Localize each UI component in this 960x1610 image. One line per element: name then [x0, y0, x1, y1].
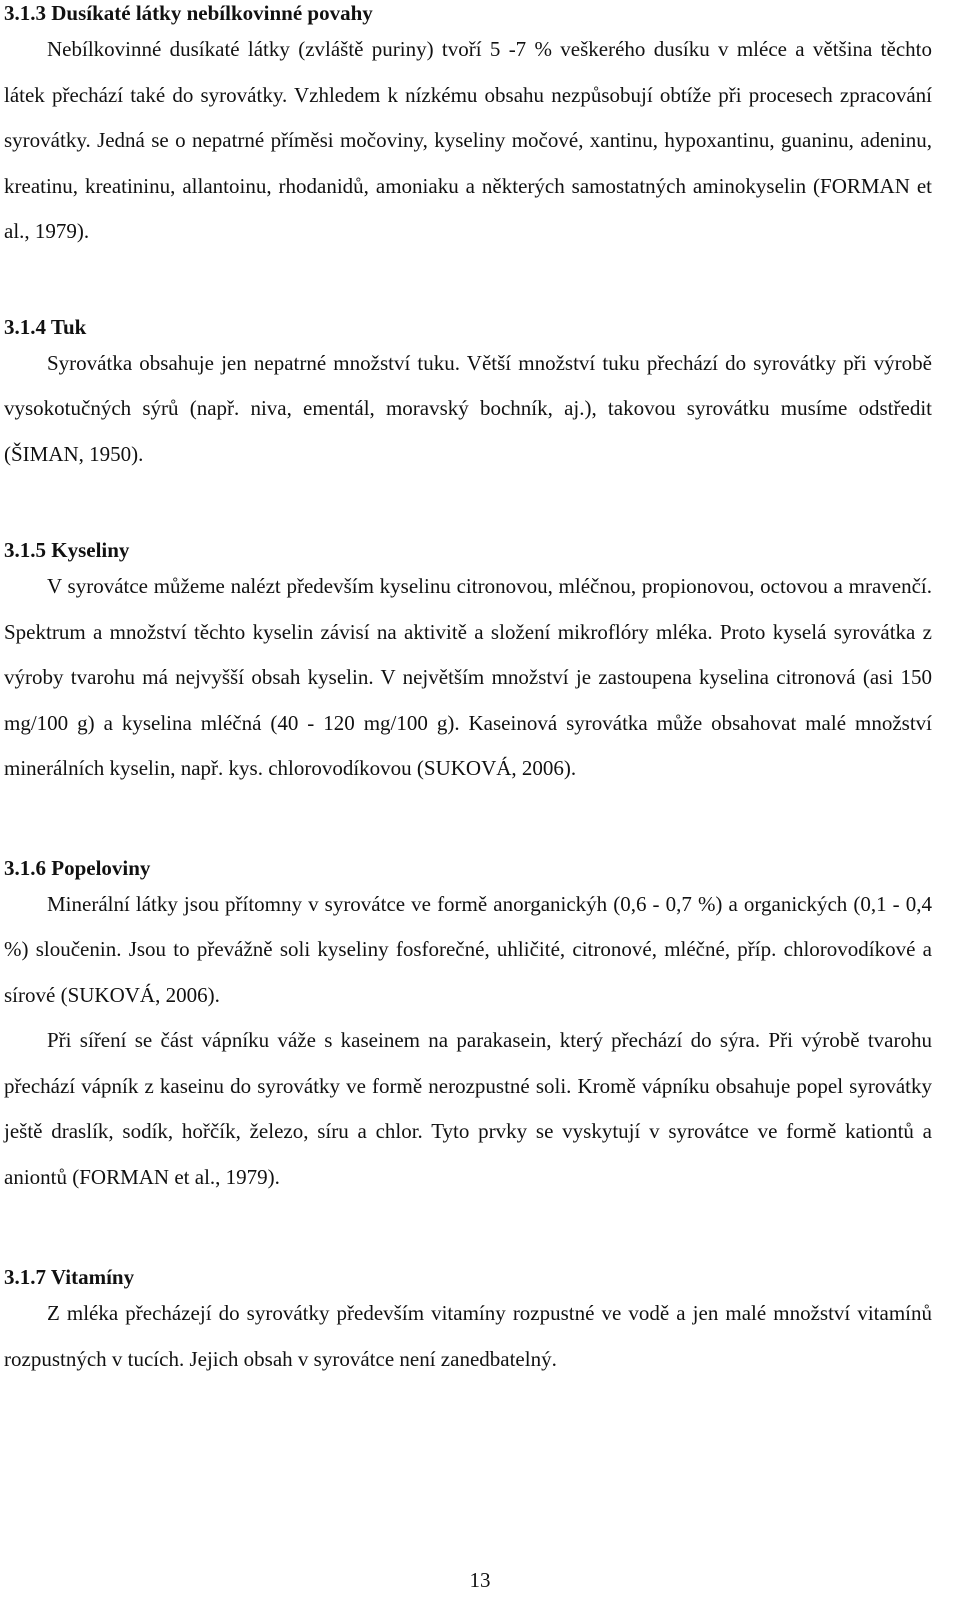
section-nonprotein-nitrogen — [4, 0, 932, 255]
section-heading: 3.1.4 Tuk — [4, 314, 87, 339]
section-heading: 3.1.6 Popeloviny — [4, 855, 151, 880]
document-page — [4, 0, 932, 1382]
paragraph: Syrovátka obsahuje jen nepatrné množství tuku. Větší množství tuku přechází do syrovátky při výrobě vysokotučných sýrů (např. niva, ementál, moravský bochník, aj.), takovou syrovátku musíme odstředit (ŠIMAN, 1950). — [4, 350, 932, 466]
section-fat — [4, 314, 932, 478]
paragraph: Nebílkovinné dusíkaté látky (zvláště puriny) tvoří 5 -7 % veškerého dusíku v mléce a většina těchto látek přechází také do syrovátky. Vzhledem k nízkému obsahu nezpůsobují obtíže při procesech zpracování syrovátky. Jedná se o nepatrné příměsi močoviny, kyseliny močové, xantinu, hypoxantinu, guaninu, adeninu, kreatinu, kreatininu, allantoinu, rhodanidů, amoniaku a některých samostatných aminokyselin (FORMAN et al., 1979). — [4, 37, 932, 243]
section-ash — [4, 855, 932, 1201]
section-vitamins — [4, 1264, 932, 1382]
section-heading: 3.1.3 Dusíkaté látky nebílkovinné povahy — [4, 1, 373, 25]
paragraph: V syrovátce můžeme nalézt především kyselinu citronovou, mléčnou, propionovou, octovou a mravenčí. Spektrum a množství těchto kyselin závisí na aktivitě a složení mikroflóry mléka. Proto kyselá syrovátka z výroby tvarohu má nejvyšší obsah kyselin. V největším množství je zastoupena kyselina citronová (asi 150 mg/100 g) a kyselina mléčná (40 - 120 mg/100 g). Kaseinová syrovátka může obsahovat malé množství minerálních kyselin, např. kys. chlorovodíkovou (SUKOVÁ, 2006). — [4, 574, 932, 780]
paragraph: Minerální látky jsou přítomny v syrovátce ve formě anorganickýh (0,6 - 0,7 %) a organických (0,1 - 0,4 %) sloučenin. Jsou to převážně soli kyseliny fosforečné, uhličité, citronové, mléčné, příp. chlorovodíkové a sírové (SUKOVÁ, 2006). — [4, 891, 932, 1007]
paragraph: Z mléka přecházejí do syrovátky především vitamíny rozpustné ve vodě a jen malé množství vitamínů rozpustných v tucích. Jejich obsah v syrovátce není zanedbatelný. — [4, 1301, 932, 1371]
section-heading: 3.1.5 Kyseliny — [4, 538, 130, 562]
paragraph: Při síření se část vápníku váže s kaseinem na parakasein, který přechází do sýra. Při výrobě tvarohu přechází vápník z kaseinu do syrovátky ve formě nerozpustné soli. Kromě vápníku obsahuje popel syrovátky ještě draslík, sodík, hořčík, železo, síru a chlor. Tyto prvky se vyskytují v syrovátce ve formě kationtů a aniontů (FORMAN et al., 1979). — [4, 1028, 932, 1189]
section-heading: 3.1.7 Vitamíny — [4, 1265, 135, 1289]
page-number: 13 — [469, 1568, 491, 1592]
section-acids — [4, 537, 932, 792]
